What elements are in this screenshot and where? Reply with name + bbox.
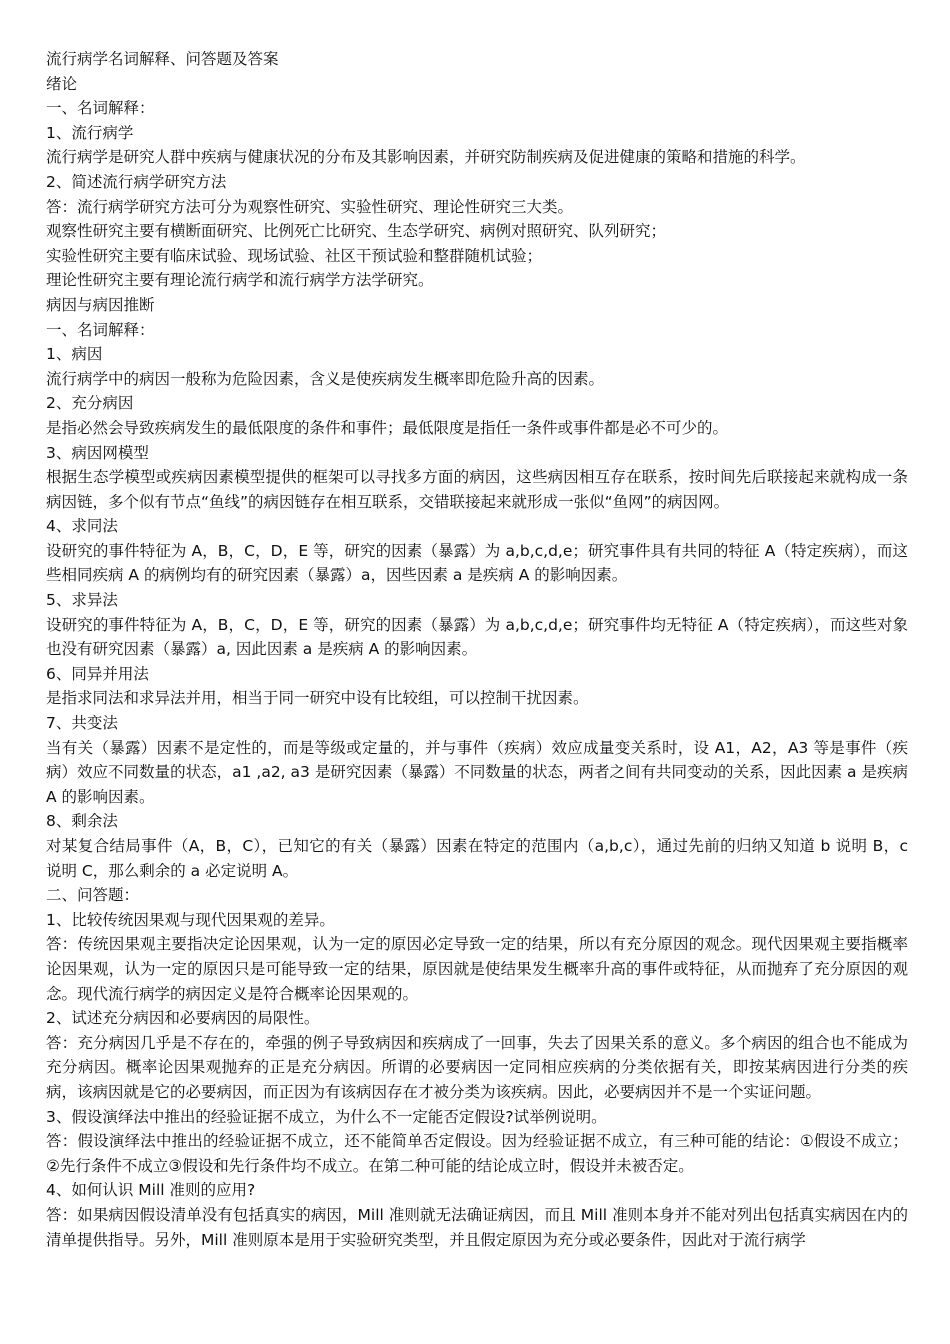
term-definition: 是指求同法和求异法并用，相当于同一研究中设有比较组，可以控制干扰因素。: [46, 689, 589, 708]
term-title: 3、病因网模型: [46, 443, 149, 462]
part-heading: 一、名词解释：: [46, 99, 155, 118]
term-definition: 设研究的事件特征为 A，B，C，D，E 等，研究的因素（暴露）为 a,b,c,d,e；研究事件均无特征 A（特定疾病），而这些对象也没有研究因素（暴露）a, 因此因素 a 是疾病 A 的影响因素。: [46, 615, 908, 659]
term-title: 2、简述流行病学研究方法: [46, 172, 227, 191]
term-definition: 对某复合结局事件（A，B，C），已知它的有关（暴露）因素在特定的范围内（a,b,c），通过先前的归纳又知道 b 说明 B，c 说明 C，那么剩余的 a 必定说明 A。: [46, 837, 908, 880]
question-title: 1、比较传统因果观与现代因果观的差异。: [46, 910, 335, 929]
term-definition: 根据生态学模型或疾病因素模型提供的框架可以寻找多方面的病因，这些病因相互存在联系，按时间先后联接起来就构成一条病因链，多个似有节点“鱼线”的病因链存在相互联系，交错联接起来就形成一张似“鱼网”的病因网。: [46, 468, 908, 511]
answer-line: 观察性研究主要有横断面研究、比例死亡比研究、生态学研究、病例对照研究、队列研究；: [46, 222, 667, 241]
term-title: 4、求同法: [46, 517, 118, 536]
term-title: 7、共变法: [46, 714, 118, 733]
section-heading: 病因与病因推断: [46, 295, 155, 314]
question-answer: 答：传统因果观主要指决定论因果观，认为一定的原因必定导致一定的结果，所以有充分原因的观念。现代因果观主要指概率论因果观，认为一定的原因只是可能导致一定的结果，原因就是使结果发生概率升高的事件或特征，从而抛弃了充分原因的观念。现代流行病学的病因定义是符合概率论因果观的。: [46, 935, 908, 1003]
answer-line: 理论性研究主要有理论流行病学和流行病学方法学研究。: [46, 271, 434, 290]
term-definition: 流行病学是研究人群中疾病与健康状况的分布及其影响因素，并研究防制疾病及促进健康的策略和措施的科学。: [46, 148, 806, 167]
term-definition: 当有关（暴露）因素不是定性的，而是等级或定量的，并与事件（疾病）效应成量变关系时，设 A1，A2，A3 等是事件（疾病）效应不同数量的状态，a1 ,a2, a3 是研究因素（暴露）不同数量的状态，两者之间有共同变动的关系，因此因素 a 是疾病 A 的影响因素。: [46, 738, 908, 806]
term-title: 5、求异法: [46, 591, 118, 610]
section-heading: 绪论: [46, 74, 78, 93]
term-title: 8、剩余法: [46, 812, 118, 831]
term-definition: 流行病学中的病因一般称为危险因素，含义是使疾病发生概率即危险升高的因素。: [46, 369, 605, 388]
part-heading: 二、问答题：: [46, 886, 140, 905]
question-answer: 答：如果病因假设清单没有包括真实的病因，Mill 准则就无法确证病因，而且 Mill 准则本身并不能对列出包括真实病因在内的清单提供指导。另外，Mill 准则原本是用于实验研究类型，并且假定原因为充分或必要条件，因此对于流行病学: [46, 1205, 908, 1249]
term-title: 1、病因: [46, 345, 103, 364]
question-title: 3、假设演绎法中推出的经验证据不成立，为什么不一定能否定假设?试举例说明。: [46, 1107, 607, 1126]
part-heading: 一、名词解释：: [46, 320, 155, 339]
term-title: 1、流行病学: [46, 123, 134, 142]
document-title: 流行病学名词解释、问答题及答案: [46, 50, 279, 68]
term-definition: 是指必然会导致疾病发生的最低限度的条件和事件；最低限度是指任一条件或事件都是必不可少的。: [46, 418, 729, 437]
question-answer: 答：假设演绎法中推出的经验证据不成立，还不能简单否定假设。因为经验证据不成立，有三种可能的结论：①假设不成立；②先行条件不成立③假设和先行条件均不成立。在第二种可能的结论成立时，假设并未被否定。: [46, 1132, 908, 1175]
question-title: 4、如何认识 Mill 准则的应用?: [46, 1181, 256, 1200]
answer-line: 实验性研究主要有临床试验、现场试验、社区干预试验和整群随机试验；: [46, 246, 543, 265]
term-title: 6、同异并用法: [46, 664, 149, 683]
question-title: 2、试述充分病因和必要病因的局限性。: [46, 1009, 320, 1028]
answer-line: 答：流行病学研究方法可分为观察性研究、实验性研究、理论性研究三大类。: [46, 197, 574, 216]
term-definition: 设研究的事件特征为 A，B，C，D，E 等，研究的因素（暴露）为 a,b,c,d,e；研究事件具有共同的特征 A（特定疾病），而这些相同疾病 A 的病例均有的研究因素（暴露）a，因些因素 a 是疾病 A 的影响因素。: [46, 541, 908, 585]
term-title: 2、充分病因: [46, 394, 134, 413]
document-page: [46, 47, 908, 1252]
question-answer: 答：充分病因几乎是不存在的，牵强的例子导致病因和疾病成了一回事，失去了因果关系的意义。多个病因的组合也不能成为充分病因。概率论因果观抛弃的正是充分病因。所谓的必要病因一定同相应疾病的分类依据有关，即按某病因进行分类的疾病，该病因就是它的必要病因，而正因为有该病因存在才被分类为该疾病。因此，必要病因并不是一个实证问题。: [46, 1033, 908, 1101]
